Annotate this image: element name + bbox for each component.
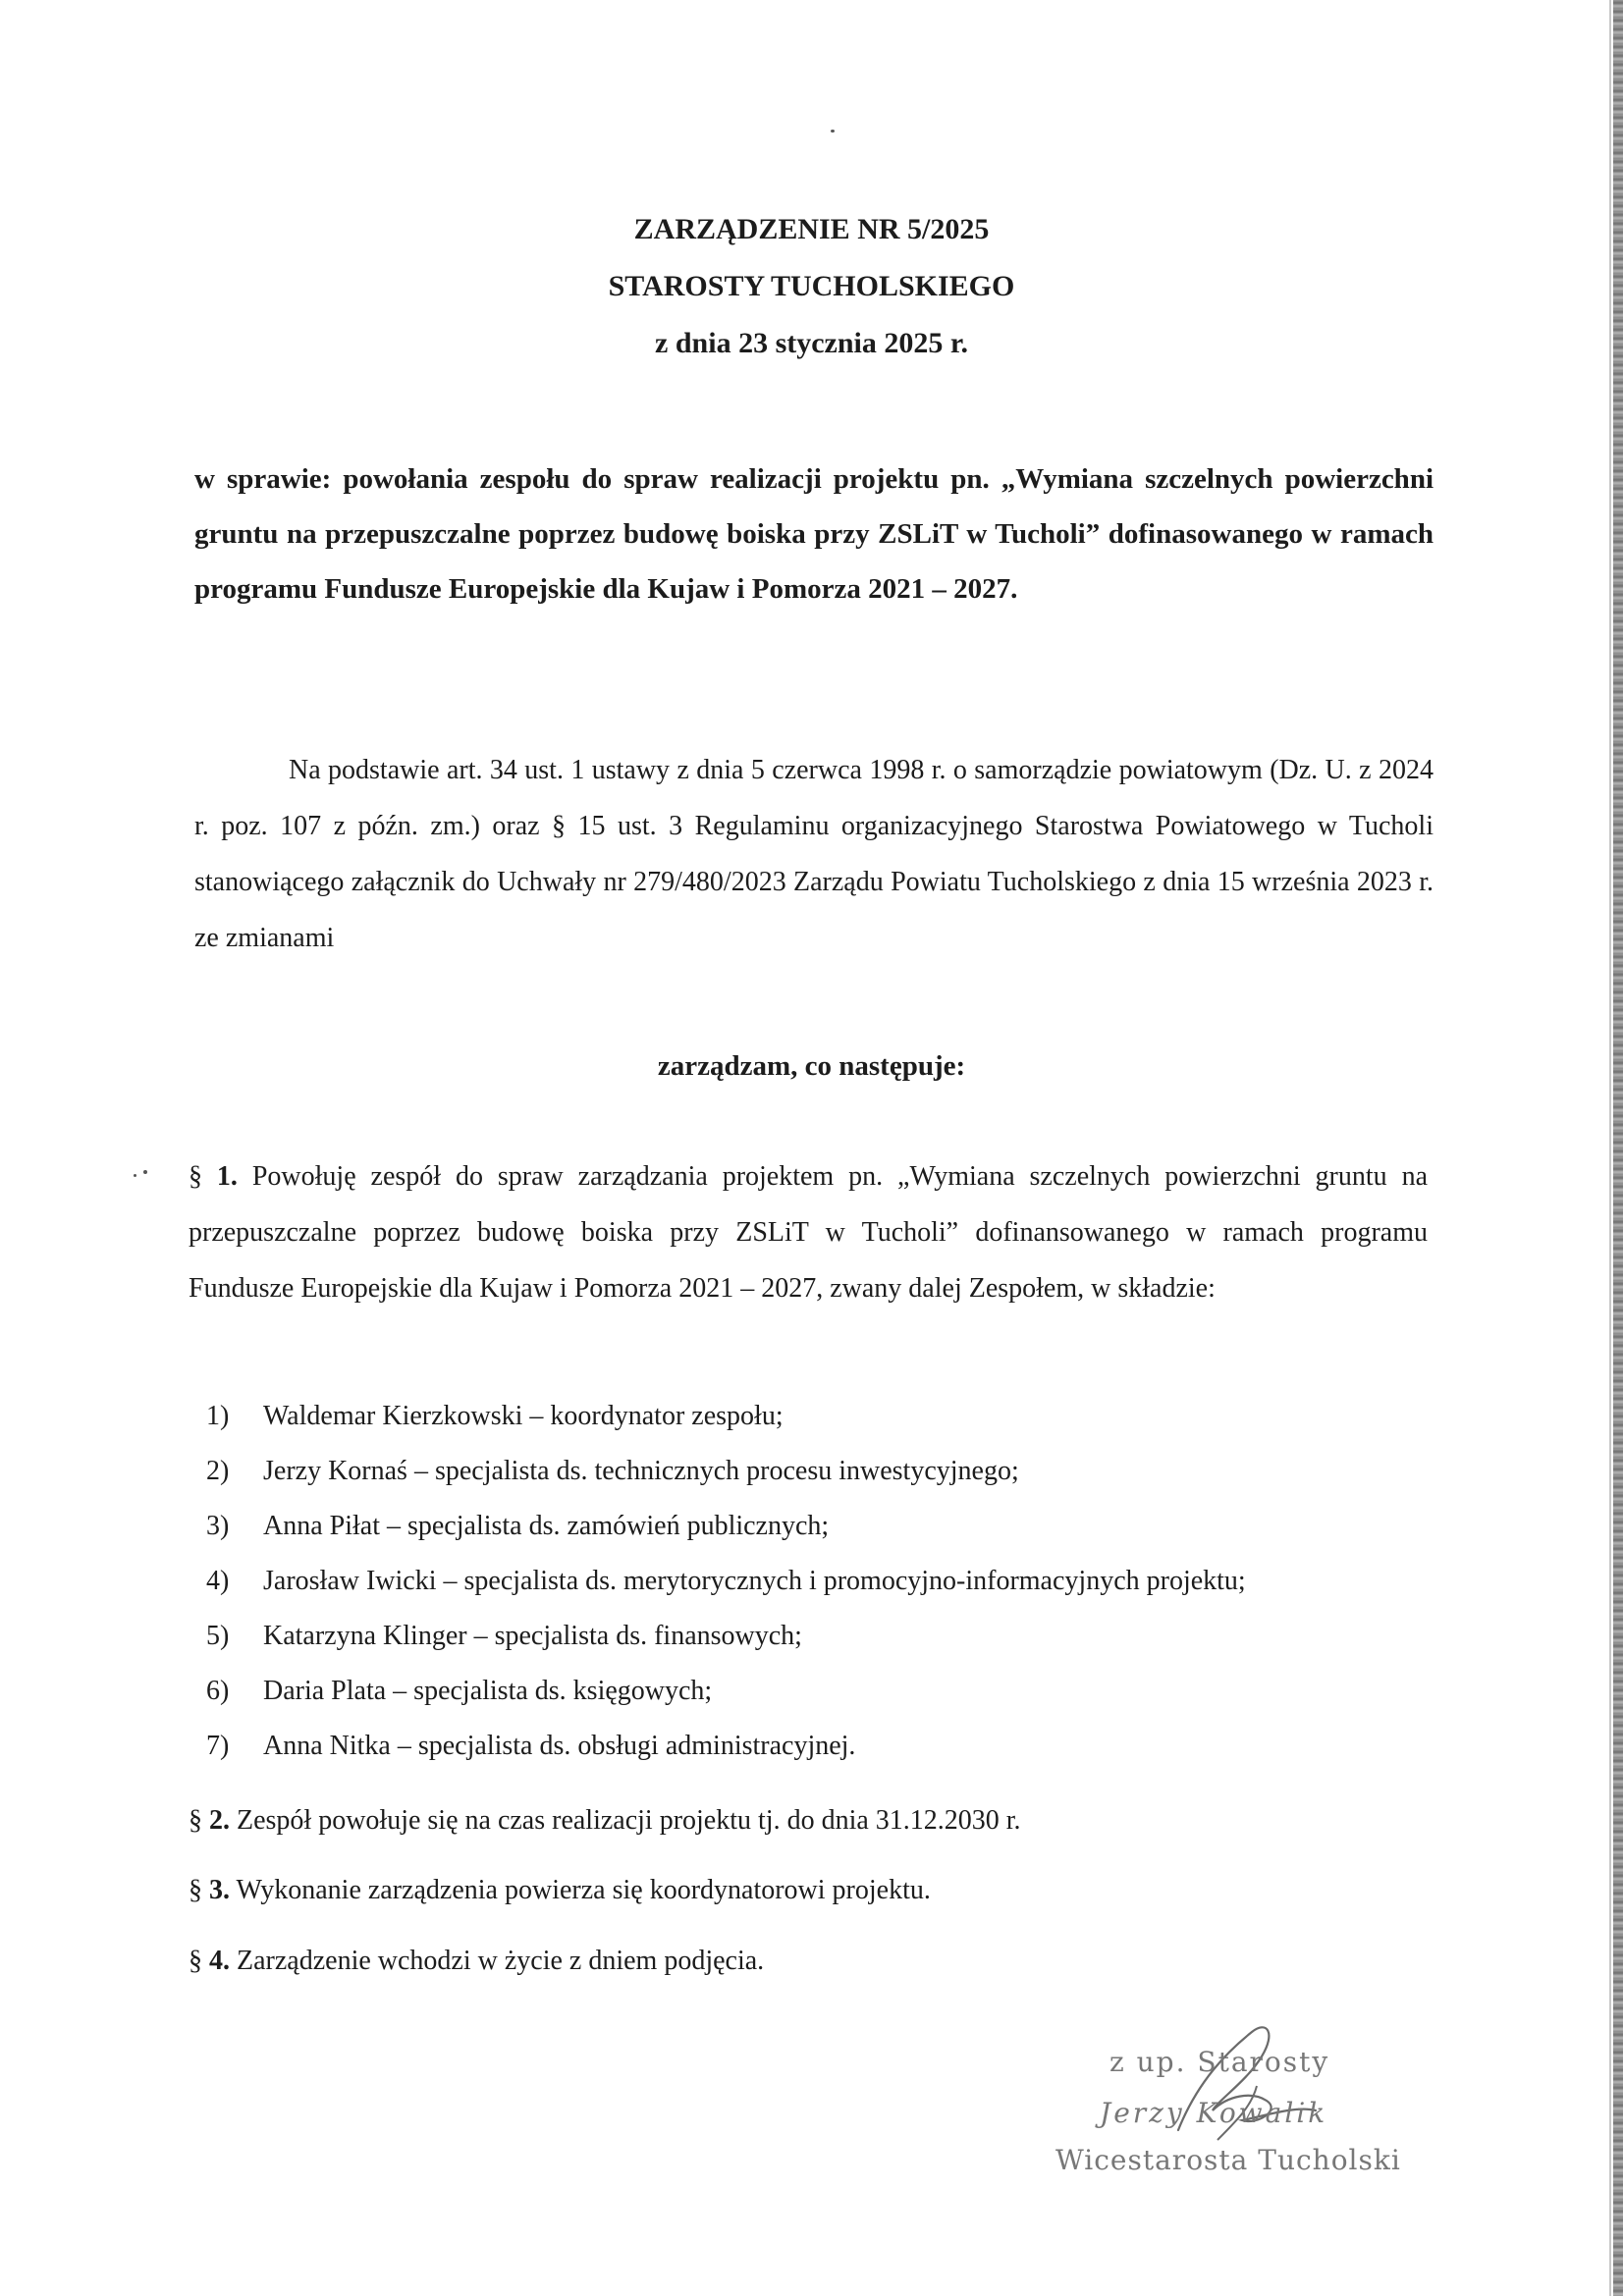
paragraph-text: Zespół powołuje się na czas realizacji projektu tj. do dnia 31.12.2030 r. [237,1805,1021,1836]
paragraph-number: 1. [216,1161,238,1192]
handwritten-signature [1159,2012,1335,2160]
document-subject: w sprawie: powołania zespołu do spraw realizacji projektu pn. „Wymiana szczelnych powierzchni gruntu na przepuszczalne poprzez budowę boiska przy ZSLiT w Tucholi” dofinasowanego w ramach programu Fundusze Europejskie dla Kujaw i Pomorza 2021 – 2027. [194,463,1434,605]
list-item-number: 3) [206,1511,230,1541]
list-item-number: 6) [206,1676,230,1706]
signature-position: Wicestarosta Tucholski [1055,2144,1401,2176]
paragraph-2 [189,1793,1428,1848]
list-item-number: 1) [206,1401,230,1431]
scan-speck [143,1170,147,1174]
list-item-text: Jarosław Iwicki – specjalista ds. merytorycznych i promocyjno-informacyjnych projektu; [263,1566,1246,1596]
list-item-number: 2) [206,1456,230,1486]
list-item [206,1609,1434,1664]
list-item-text: Daria Plata – specjalista ds. księgowych; [263,1676,713,1706]
list-item [206,1664,1434,1719]
list-item-text: Anna Piłat – specjalista ds. zamówień publicznych; [263,1511,830,1541]
signature-authority: z up. Starosty [1109,2046,1330,2078]
list-item-number: 5) [206,1621,230,1651]
list-item [206,1554,1434,1609]
legal-basis-paragraph [194,742,1434,966]
list-item-text: Anna Nitka – specjalista ds. obsługi administracyjnej. [263,1731,856,1761]
signature-stamp [1041,2032,1434,2199]
document-issuer: STAROSTY TUCHOLSKIEGO [608,270,1015,302]
document-title: ZARZĄDZENIE NR 5/2025 [633,213,990,245]
paragraph-text: Zarządzenie wchodzi w życie z dniem podjęcia. [237,1946,765,1976]
paragraph-1 [189,1148,1428,1316]
list-item-number: 7) [206,1731,230,1761]
scan-speck [134,1174,136,1177]
paragraph-number: 2. [209,1805,230,1836]
list-item [206,1499,1434,1554]
signature-name: Jerzy Kowalik [1100,2097,1328,2129]
document-header [0,201,1623,372]
team-members-list [206,1389,1434,1774]
decree-heading: zarządzam, co następuje: [657,1050,966,1082]
document-date: z dnia 23 stycznia 2025 r. [655,327,968,359]
list-item-text: Katarzyna Klinger – specjalista ds. finansowych; [263,1621,802,1651]
paragraph-number: 3. [209,1875,230,1905]
paragraph-3 [189,1863,1428,1918]
list-item [206,1444,1434,1499]
section-sign: § [189,1805,202,1836]
paragraph-text: Powołuję zespół do spraw zarządzania projektem pn. „Wymiana szczelnych powierzchni gruntu na przepuszczalne poprzez budowę boiska przy ZSLiT w Tucholi” dofinansowanego w ramach programu Fundusze Europejskie dla Kujaw i Pomorza 2021 – 2027, zwany dalej Zespołem, w składzie: [189,1161,1429,1304]
paragraph-text: Wykonanie zarządzenia powierza się koordynatorowi projektu. [236,1875,931,1905]
paragraph-4 [189,1934,1428,1989]
list-item [206,1719,1434,1774]
legal-basis-text: Na podstawie art. 34 ust. 1 ustawy z dnia 5 czerwca 1998 r. o samorządzie powiatowym (Dz. U. z 2024 r. poz. 107 z późn. zm.) oraz § 15 ust. 3 Regulaminu organizacyjnego Starostwa Powiatowego w Tucholi stanowiącego załącznik do Uchwały nr 279/480/2023 Zarządu Powiatu Tucholskiego z dnia 15 września 2023 r. ze zmianami [194,755,1434,953]
list-item [206,1389,1434,1444]
scan-speck [831,130,835,133]
section-sign: § [189,1875,202,1905]
paragraph-number: 4. [209,1946,230,1976]
list-item-text: Jerzy Kornaś – specjalista ds. technicznych procesu inwestycyjnego; [263,1456,1019,1486]
section-sign: § [189,1946,202,1976]
section-sign: § [189,1161,202,1192]
list-item-text: Waldemar Kierzkowski – koordynator zespołu; [263,1401,784,1431]
list-item-number: 4) [206,1566,230,1596]
